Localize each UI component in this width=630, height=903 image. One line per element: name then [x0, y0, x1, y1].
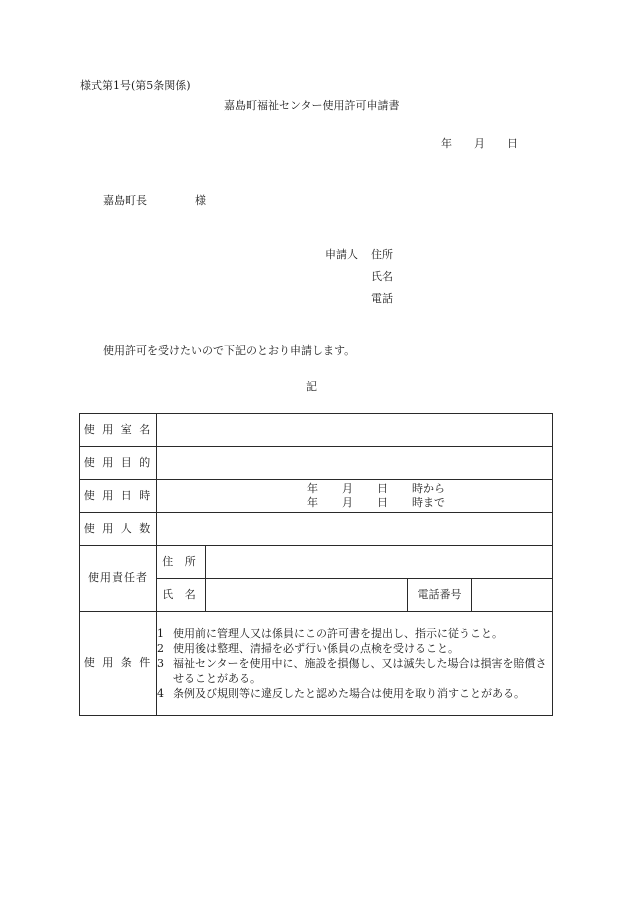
responsible-label: 使用責任者	[80, 546, 157, 612]
application-table	[79, 413, 553, 716]
responsible-address-label: 住 所	[157, 546, 206, 579]
table-row-conditions	[80, 612, 553, 716]
table-row-people	[80, 513, 553, 546]
responsible-name-field[interactable]	[206, 579, 408, 612]
addressee-honorific: 様	[195, 194, 206, 207]
condition-item: 4 条例及び規則等に違反したと認めた場合は使用を取り消すことがある。	[157, 687, 525, 700]
addressee-name: 嘉島町長	[103, 194, 147, 207]
datetime-from: 年 月 日 時から	[307, 482, 445, 495]
table-row-datetime	[80, 480, 553, 513]
intro-text: 使用許可を受けたいので下記のとおり申請します。	[103, 344, 356, 357]
applicant-phone-label: 電話	[371, 292, 393, 305]
responsible-name-label: 氏 名	[157, 579, 206, 612]
addressee	[103, 194, 206, 208]
datetime-to: 年 月 日 時まで	[307, 496, 445, 509]
responsible-phone-field[interactable]	[472, 579, 553, 612]
conditions-list	[157, 612, 553, 716]
applicant-block	[325, 248, 393, 314]
ki-marker: 記	[306, 380, 317, 393]
document-title: 嘉島町福祉センター使用許可申請書	[224, 99, 400, 112]
applicant-role: 申請人	[325, 248, 358, 261]
responsible-address-field[interactable]	[206, 546, 553, 579]
date-year-label: 年	[441, 137, 452, 150]
condition-item: 2 使用後は整理、清掃を必ず行い係員の点検を受けること。	[157, 642, 459, 655]
datetime-field[interactable]	[157, 480, 553, 513]
application-date	[441, 137, 518, 151]
room-label: 使 用 室 名	[80, 414, 157, 447]
applicant-name-label: 氏名	[371, 270, 393, 283]
condition-item: 1 使用前に管理人又は係員にこの許可書を提出し、指示に従うこと。	[157, 627, 503, 640]
datetime-label: 使 用 日 時	[80, 480, 157, 513]
table-row-purpose	[80, 447, 553, 480]
form-number: 様式第1号(第5条関係)	[80, 79, 191, 92]
applicant-address-label: 住所	[371, 248, 393, 261]
responsible-phone-label: 電話番号	[408, 579, 472, 612]
purpose-label: 使 用 目 的	[80, 447, 157, 480]
table-row-room	[80, 414, 553, 447]
people-label: 使 用 人 数	[80, 513, 157, 546]
date-day-label: 日	[507, 137, 518, 150]
date-month-label: 月	[474, 137, 485, 150]
people-field[interactable]	[157, 513, 553, 546]
purpose-field[interactable]	[157, 447, 553, 480]
room-field[interactable]	[157, 414, 553, 447]
conditions-label: 使 用 条 件	[80, 612, 157, 716]
condition-item: 3 福祉センターを使用中に、施設を損傷し、又は滅失した場合は損害を賠償させることがある。	[157, 657, 547, 685]
table-row-responsible-address	[80, 546, 553, 579]
